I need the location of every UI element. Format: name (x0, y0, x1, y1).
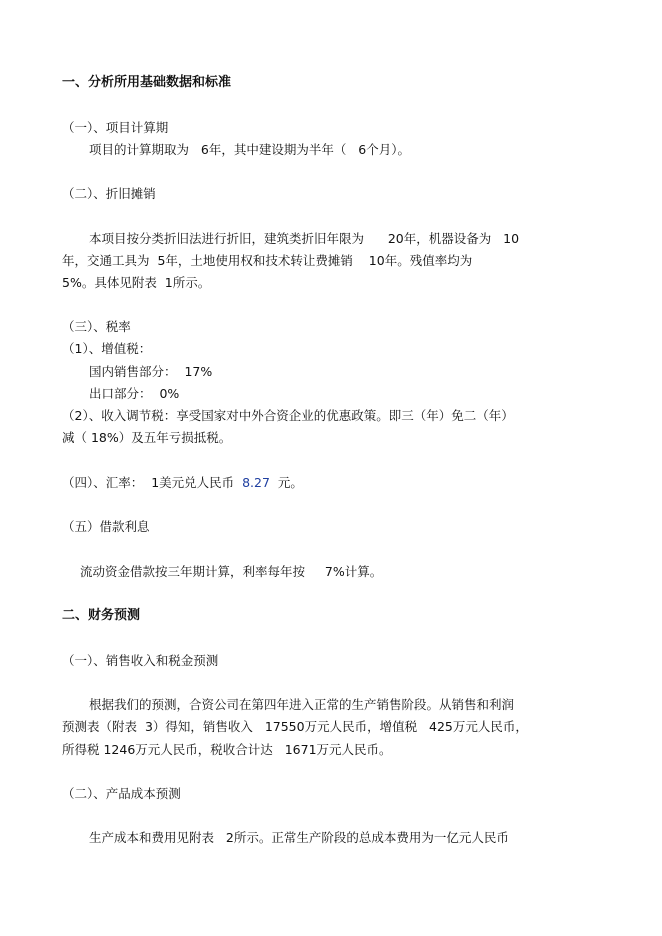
section1-heading: 一、分析所用基础数据和标准 (62, 75, 232, 90)
s3-title: （三）、税率 (62, 319, 131, 334)
s2-2-body: 生产成本和费用见附表 2所示。正常生产阶段的总成本费用为一亿元人民币 (89, 830, 509, 845)
section2-heading: 二、财务预测 (62, 608, 141, 623)
s3-adj-line2: 减（ 18%）及五年亏损抵税。 (62, 430, 232, 445)
s2-line3: 5%。具体见附表 1所示。 (62, 275, 211, 290)
s2-2-title: （二）、产品成本预测 (62, 786, 181, 801)
s2-1-line2: 预测表（附表 3）得知，销售收入 17550万元人民币，增值税 425万元人民币， (62, 719, 528, 734)
s5-body: 流动资金借款按三年期计算，利率每年按 7%计算。 (80, 564, 383, 579)
s3-vat-title: （1）、增值税： (62, 341, 152, 356)
s4-rate-value: 8.27 (242, 475, 270, 490)
s2-1-line3: 所得税 1246万元人民币，税收合计达 1671万元人民币。 (62, 742, 392, 757)
s3-domestic: 国内销售部分： 17% (89, 364, 213, 379)
s5-title: （五）借款利息 (62, 519, 150, 534)
s4-label: （四）、汇率： 1美元兑人民币 (62, 475, 243, 490)
s1-body: 项目的计算期取为 6年，其中建设期为半年（ 6个月）。 (89, 142, 410, 157)
s2-line2: 年，交通工具为 5年，土地使用权和技术转让费摊销 10年。残值率均为 (62, 253, 473, 268)
s2-1-line1: 根据我们的预测，合资公司在第四年进入正常的生产销售阶段。从销售和利润 (89, 697, 515, 712)
s4-exchange-rate (62, 475, 303, 491)
s4-unit: 元。 (269, 475, 303, 490)
s2-line1: 本项目按分类折旧法进行折旧，建筑类折旧年限为 20年，机器设备为 10 (89, 231, 520, 246)
s2-title: （二）、折旧摊销 (62, 186, 156, 201)
s1-title: （一）、项目计算期 (62, 120, 169, 135)
s3-export: 出口部分： 0% (89, 386, 180, 401)
s3-adj-line1: （2）、收入调节税：享受国家对中外合资企业的优惠政策。即三（年）免二（年） (62, 408, 514, 423)
s2-1-title: （一）、销售收入和税金预测 (62, 653, 219, 668)
